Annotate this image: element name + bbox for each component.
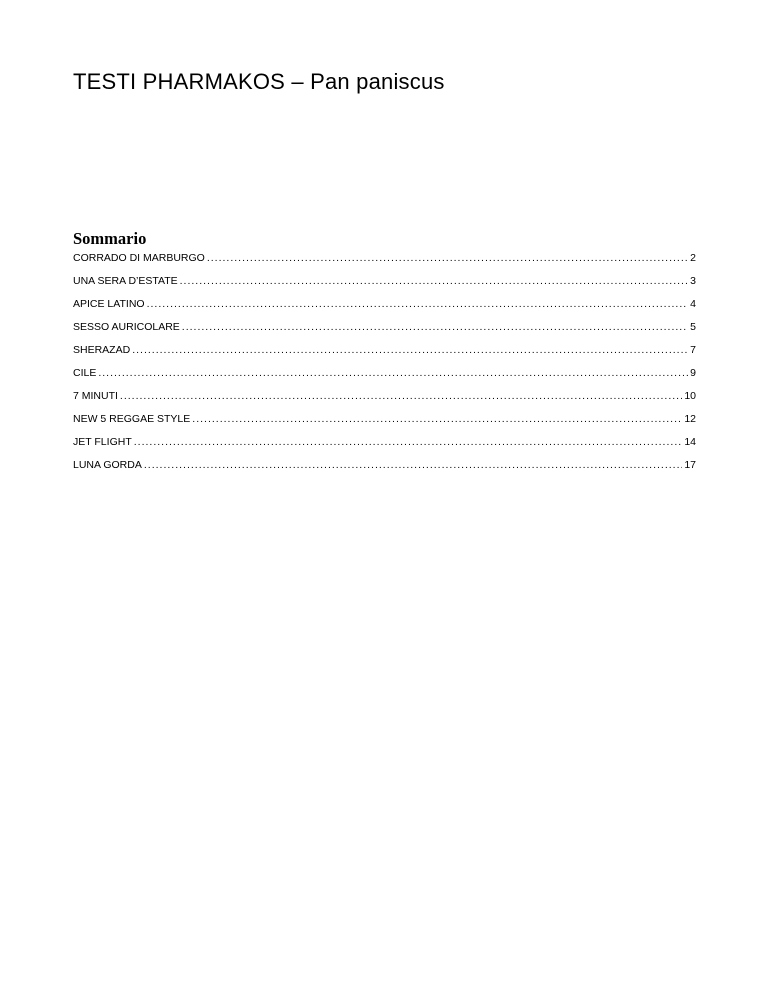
toc-entry-label[interactable]: NEW 5 REGGAE STYLE <box>73 413 191 425</box>
toc-entry-corrado-di-marburgo[interactable] <box>73 252 696 275</box>
toc-entry-sesso-auricolare[interactable] <box>73 321 696 344</box>
toc-entry-sherazad[interactable] <box>73 344 696 367</box>
toc-entry-label[interactable]: LUNA GORDA <box>73 459 142 471</box>
toc-entry-label[interactable]: SHERAZAD <box>73 344 131 356</box>
toc-entry-page[interactable]: 5 <box>690 321 696 333</box>
toc-entry-page[interactable]: 14 <box>684 436 696 448</box>
toc-entry-jet-flight[interactable] <box>73 436 696 459</box>
toc-entry-luna-gorda[interactable] <box>73 459 696 482</box>
toc-entry-label[interactable]: CILE <box>73 367 97 379</box>
toc-entry-page[interactable]: 10 <box>684 390 696 402</box>
toc-entry-page[interactable]: 2 <box>690 252 696 264</box>
toc-entry-page[interactable]: 4 <box>690 298 696 310</box>
toc-heading: Sommario <box>73 229 147 248</box>
toc-entry-7-minuti[interactable] <box>73 390 696 413</box>
table-of-contents <box>73 252 696 482</box>
toc-leader-dots <box>144 459 682 471</box>
toc-entry-label[interactable]: SESSO AURICOLARE <box>73 321 180 333</box>
document-title: TESTI PHARMAKOS – Pan paniscus <box>73 69 445 94</box>
toc-entry-label[interactable]: APICE LATINO <box>73 298 145 310</box>
toc-entry-page[interactable]: 12 <box>684 413 696 425</box>
toc-leader-dots <box>132 344 688 356</box>
toc-entry-page[interactable]: 9 <box>690 367 696 379</box>
toc-entry-page[interactable]: 7 <box>690 344 696 356</box>
toc-leader-dots <box>120 390 682 402</box>
toc-entry-label[interactable]: CORRADO DI MARBURGO <box>73 252 205 264</box>
toc-entry-page[interactable]: 3 <box>690 275 696 287</box>
toc-entry-page[interactable]: 17 <box>684 459 696 471</box>
toc-leader-dots <box>182 321 688 333</box>
toc-leader-dots <box>192 413 682 425</box>
toc-entry-label[interactable]: 7 MINUTI <box>73 390 118 402</box>
toc-entry-apice-latino[interactable] <box>73 298 696 321</box>
toc-leader-dots <box>98 367 688 379</box>
toc-entry-label[interactable]: JET FLIGHT <box>73 436 132 448</box>
toc-entry-cile[interactable] <box>73 367 696 390</box>
toc-entry-label[interactable]: UNA SERA D’ESTATE <box>73 275 178 287</box>
toc-leader-dots <box>134 436 683 448</box>
toc-entry-una-sera-d-estate[interactable] <box>73 275 696 298</box>
toc-leader-dots <box>180 275 689 287</box>
toc-leader-dots <box>147 298 689 310</box>
toc-entry-new-5-reggae-style[interactable] <box>73 413 696 436</box>
toc-leader-dots <box>207 252 688 264</box>
